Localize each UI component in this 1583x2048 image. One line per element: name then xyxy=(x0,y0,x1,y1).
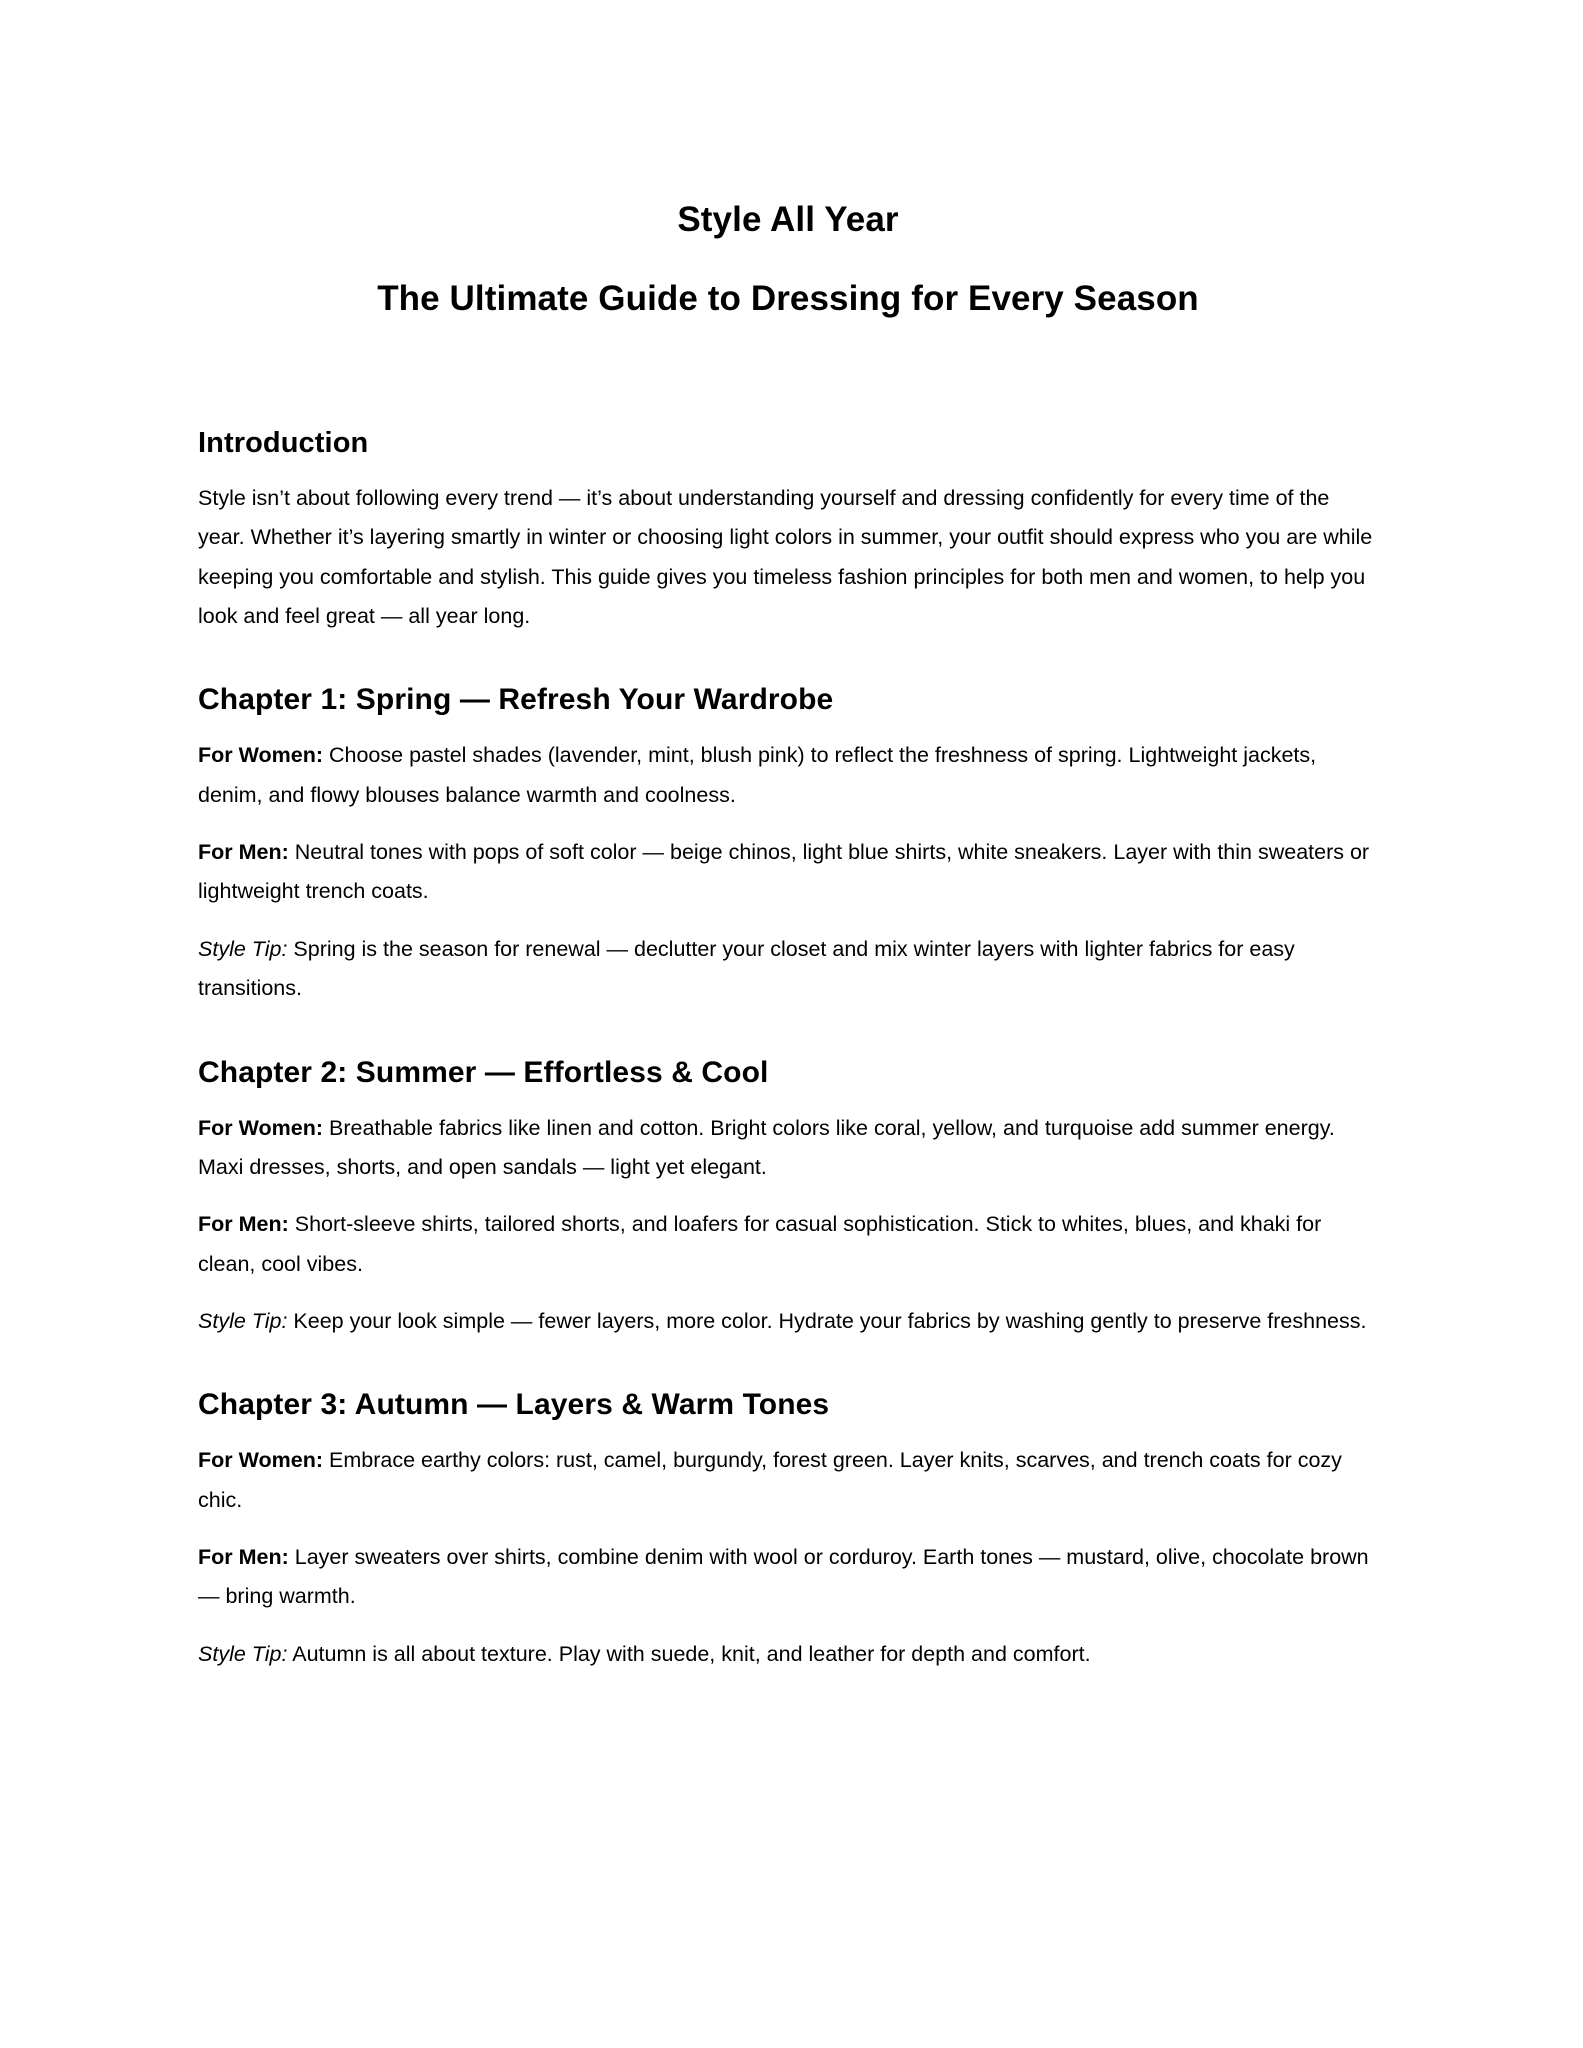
for-men-text: Neutral tones with pops of soft color — beige chinos, light blue shirts, white sneakers. Layer with thin sweaters or lightweight trench coats. xyxy=(198,840,1370,904)
introduction-paragraph: Style isn’t about following every trend — it’s about understanding yourself and dressing confidently for every time of the year. Whether it’s layering smartly in winter or choosing light colors in summer, your outfit should express who you are while keeping you comfortable and stylish. This guide gives you timeless fashion principles for both men and women, to help you look and feel great — all year long. xyxy=(198,486,1373,629)
chapter-3-men-paragraph xyxy=(198,1538,1378,1617)
chapter-3-women-paragraph xyxy=(198,1441,1378,1520)
chapter-heading-2: Chapter 2: Summer — Effortless & Cool xyxy=(198,1055,769,1089)
document-subtitle: The Ultimate Guide to Dressing for Every Season xyxy=(377,279,1199,319)
for-women-text: Breathable fabrics like linen and cotton. Bright colors like coral, yellow, and turquoise add summer energy. Maxi dresses, shorts, and open sandals — light yet elegant. xyxy=(198,1115,1335,1179)
for-men-label: For Men: xyxy=(198,840,289,865)
style-tip-label: Style Tip: xyxy=(198,936,288,961)
for-men-text: Layer sweaters over shirts, combine denim with wool or corduroy. Earth tones — mustard, olive, chocolate brown — bring warmth. xyxy=(198,1544,1369,1609)
for-women-label: For Women: xyxy=(198,743,324,768)
chapter-1-women-paragraph xyxy=(198,736,1378,815)
chapter-3-style-tip-paragraph xyxy=(198,1635,1378,1674)
style-tip-text: Autumn is all about texture. Play with suede, knit, and leather for depth and comfort. xyxy=(287,1641,1091,1666)
style-tip-label: Style Tip: xyxy=(198,1308,288,1333)
style-tip-text: Spring is the season for renewal — declutter your closet and mix winter layers with lighter fabrics for easy transitions. xyxy=(198,936,1295,1001)
for-women-label: For Women: xyxy=(198,1448,324,1473)
chapter-2-men-paragraph xyxy=(198,1205,1378,1284)
document-title: Style All Year xyxy=(677,200,899,239)
for-men-text: Short-sleeve shirts, tailored shorts, and loafers for casual sophistication. Stick to whites, blues, and khaki for clean, cool vibes. xyxy=(198,1212,1322,1276)
style-tip-text: Keep your look simple — fewer layers, more color. Hydrate your fabrics by washing gently to preserve freshness. xyxy=(287,1308,1367,1333)
chapter-heading-1: Chapter 1: Spring — Refresh Your Wardrobe xyxy=(198,683,834,717)
chapter-1-style-tip-paragraph xyxy=(198,930,1378,1009)
chapter-heading-3: Chapter 3: Autumn — Layers & Warm Tones xyxy=(198,1388,830,1422)
document-content xyxy=(198,0,1378,1674)
section-heading-introduction: Introduction xyxy=(198,427,369,460)
for-men-label: For Men: xyxy=(198,1212,289,1237)
chapter-1-men-paragraph xyxy=(198,833,1378,912)
for-women-text: Choose pastel shades (lavender, mint, blush pink) to reflect the freshness of spring. Lightweight jackets, denim, and flowy blouses balance warmth and coolness. xyxy=(198,743,1317,807)
for-women-text: Embrace earthy colors: rust, camel, burgundy, forest green. Layer knits, scarves, and trench coats for cozy chic. xyxy=(198,1448,1342,1512)
for-men-label: For Men: xyxy=(198,1544,289,1569)
chapter-2-style-tip-paragraph xyxy=(198,1302,1378,1341)
style-tip-label: Style Tip: xyxy=(198,1641,288,1666)
for-women-label: For Women: xyxy=(198,1115,324,1140)
chapter-2-women-paragraph xyxy=(198,1109,1378,1188)
